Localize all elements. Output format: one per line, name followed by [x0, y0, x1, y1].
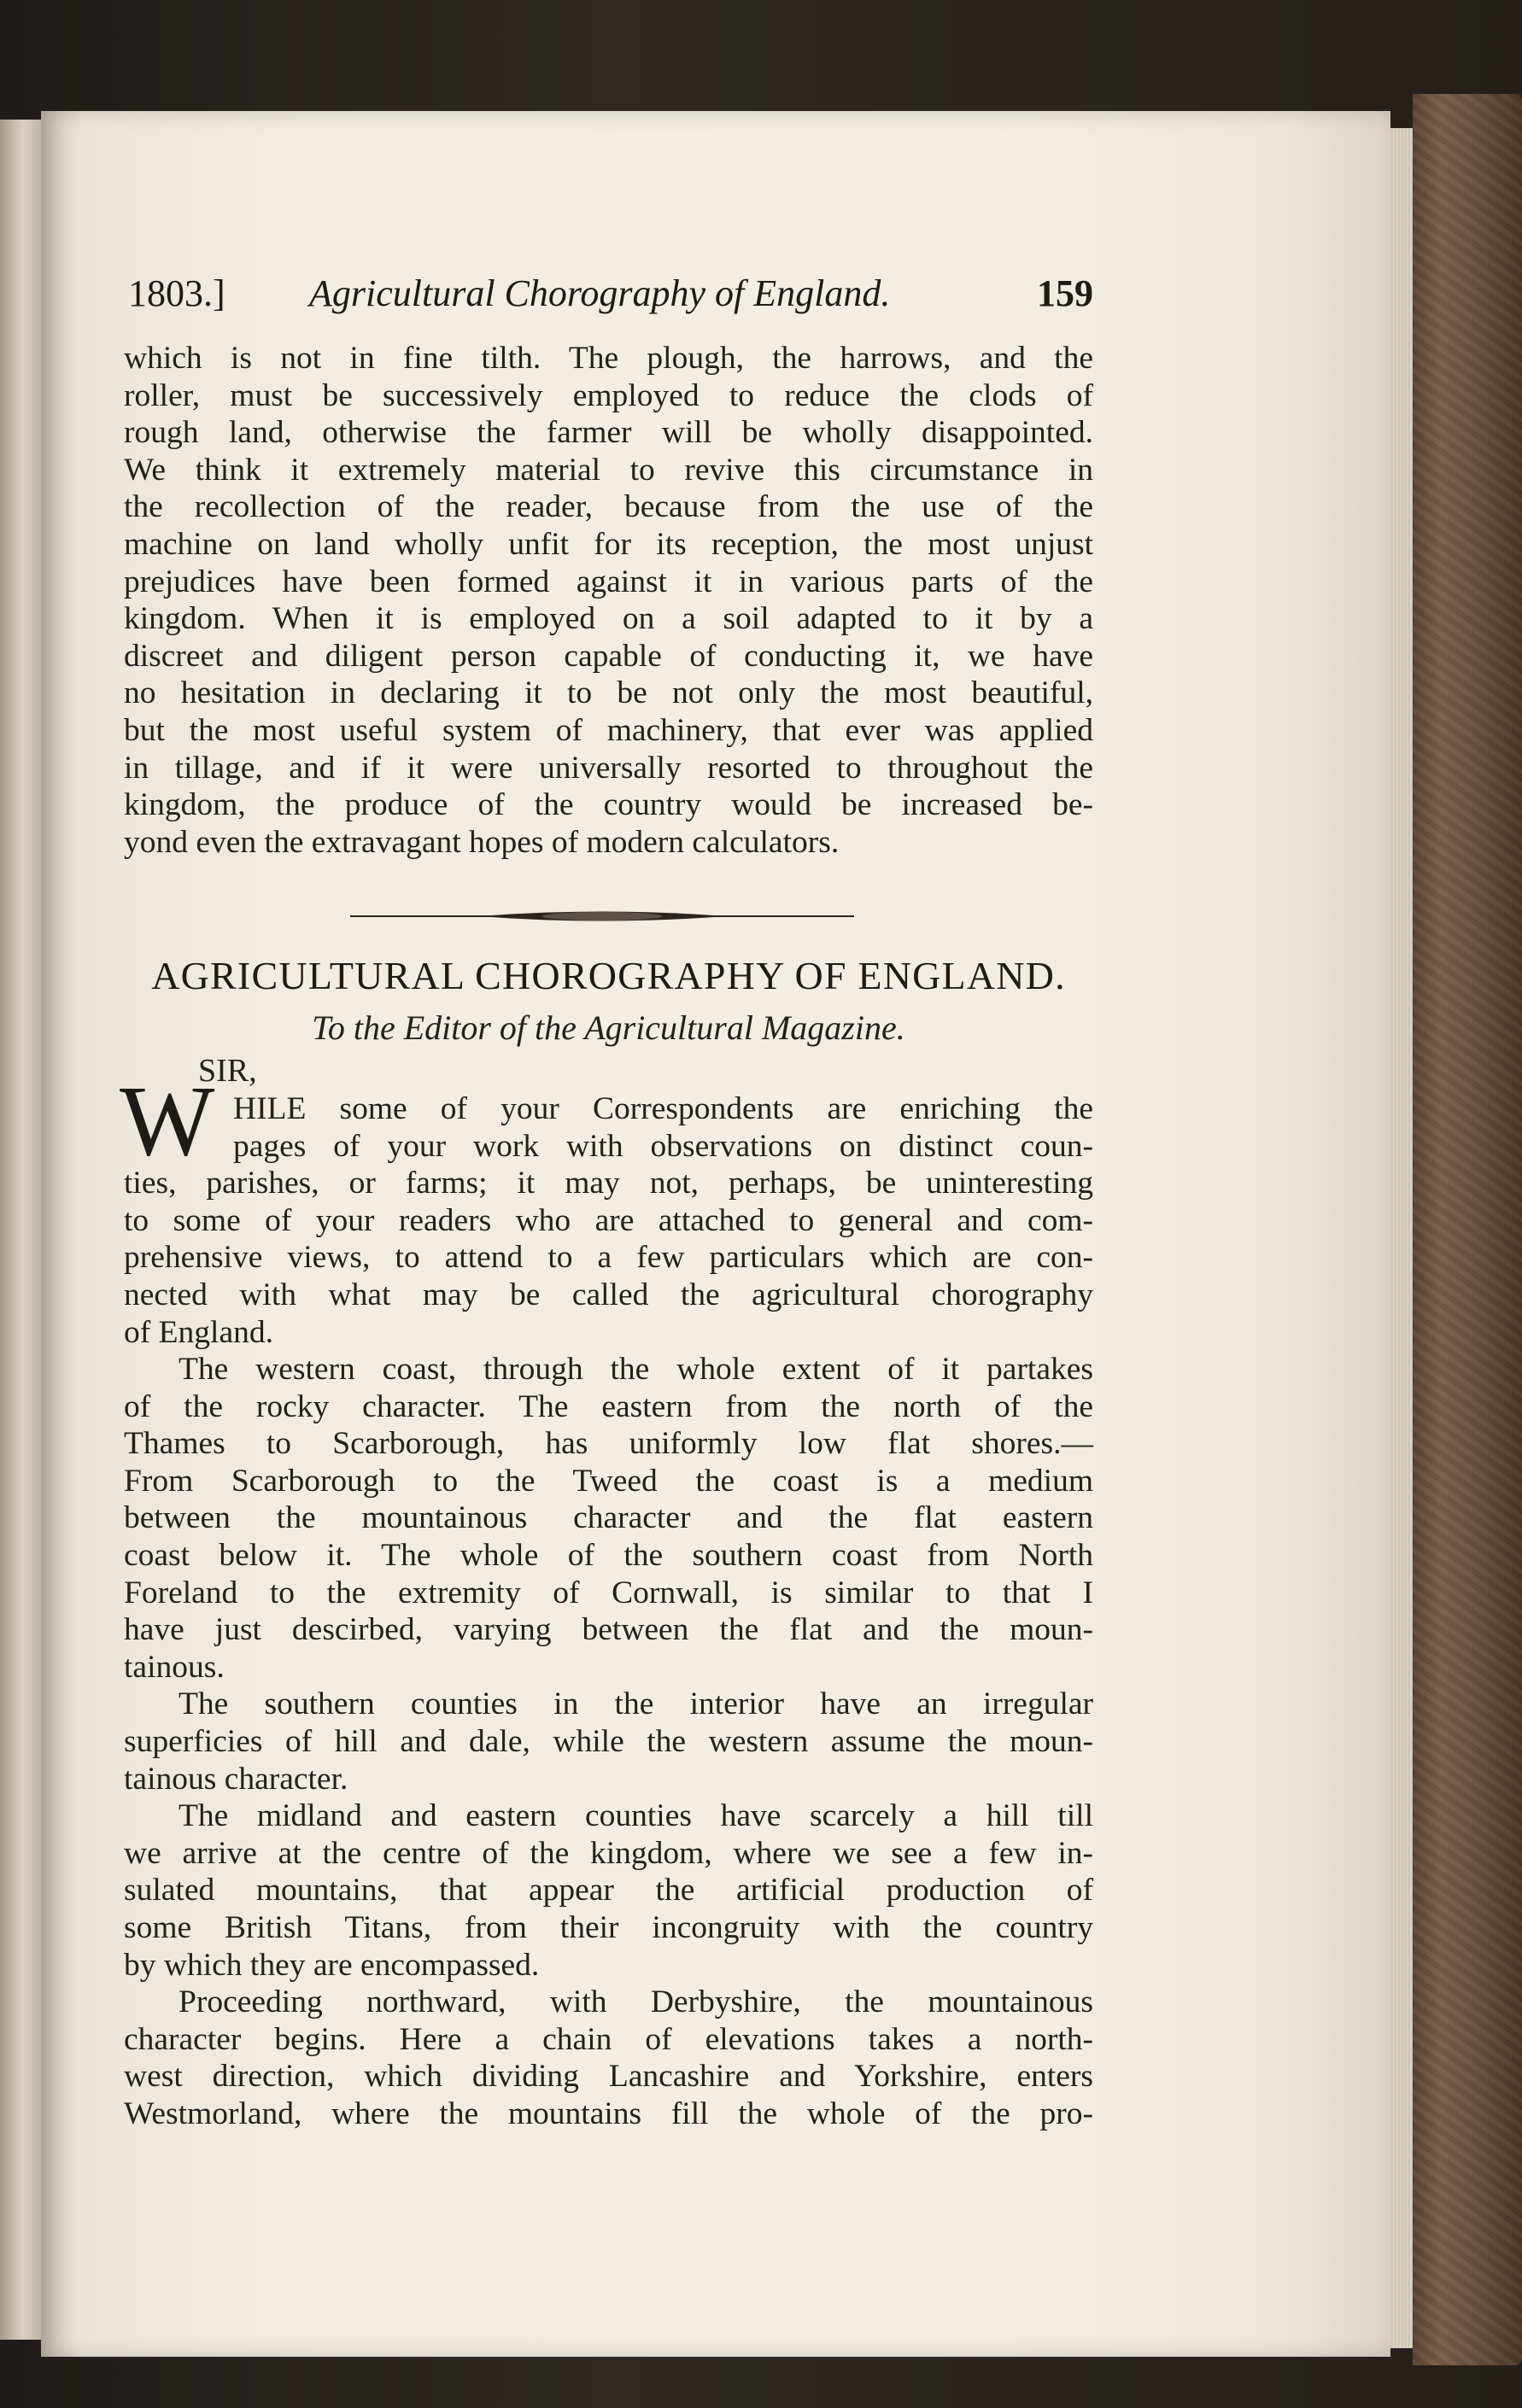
- text-line: rough land, otherwise the farmer will be wholly disappointed.: [124, 415, 1093, 451]
- text-line: superficies of hill and dale, while the western assume the moun-: [124, 1723, 1093, 1759]
- letter-first-paragraph: [124, 1090, 1093, 1351]
- text-line: kingdom. When it is employed on a soil adapted to it by a: [124, 601, 1093, 637]
- left-page-edge: [0, 120, 41, 2340]
- article-address: To the Editor of the Agricultural Magazine.: [312, 1008, 905, 1047]
- text-line: to some of your readers who are attached to general and com-: [124, 1202, 1093, 1238]
- text-line: no hesitation in declaring it to be not only the most beautiful,: [124, 675, 1093, 711]
- text-line: character begins. Here a chain of elevations takes a north-: [124, 2021, 1093, 2057]
- text-line: by which they are encompassed.: [124, 1947, 540, 1983]
- letter-body: [124, 1351, 1093, 2132]
- text-line: tainous.: [124, 1649, 225, 1685]
- text-line: west direction, which dividing Lancashire and Yorkshire, enters: [124, 2059, 1093, 2095]
- ornament-rule: [350, 909, 854, 924]
- text-line: ties, parishes, or farms; it may not, perhaps, be uninteresting: [124, 1166, 1093, 1201]
- text-line: in tillage, and if it were universally resorted to throughout the: [124, 750, 1093, 786]
- text-line: which is not in fine tilth. The plough, the harrows, and the: [124, 341, 1093, 376]
- book-cover: [1413, 94, 1522, 2365]
- running-title: Agricultural Chorography of England.: [309, 272, 891, 314]
- text-line: kingdom, the produce of the country would be increased be-: [124, 787, 1093, 823]
- text-line: have just descirbed, varying between the flat and the moun-: [124, 1612, 1093, 1648]
- text-line: the recollection of the reader, because from the use of the: [124, 489, 1093, 525]
- text-line: tainous character.: [124, 1761, 348, 1797]
- text-line: of the rocky character. The eastern from the north of the: [124, 1388, 1093, 1424]
- text-line: sulated mountains, that appear the artificial production of: [124, 1873, 1093, 1908]
- text-line: The midland and eastern counties have scarcely a hill till: [179, 1798, 1093, 1834]
- text-line: Thames to Scarborough, has uniformly low flat shores.—: [124, 1426, 1093, 1462]
- text-line: Westmorland, where the mountains fill the whole of the pro-: [124, 2095, 1093, 2131]
- drop-cap: W: [120, 1065, 215, 1177]
- text-line: roller, must be successively employed to reduce the clods of: [124, 377, 1093, 413]
- text-line: We think it extremely material to revive this circumstance in: [124, 452, 1093, 488]
- text-line: The southern counties in the interior have an irregular: [179, 1686, 1093, 1722]
- text-line: prehensive views, to attend to a few particulars which are con-: [124, 1240, 1093, 1276]
- text-line: pages of your work with observations on distinct coun-: [233, 1128, 1093, 1164]
- text-line: nected with what may be called the agricultural chorography: [124, 1277, 1093, 1312]
- text-line: From Scarborough to the Tweed the coast is a medium: [124, 1463, 1093, 1499]
- text-line: yond even the extravagant hopes of modern calculators.: [124, 824, 840, 860]
- text-line: prejudices have been formed against it in various parts of the: [124, 564, 1093, 599]
- header-date: 1803.]: [128, 272, 225, 314]
- text-line: Proceeding northward, with Derbyshire, the mountainous: [179, 1984, 1093, 2020]
- text-line: machine on land wholly unfit for its reception, the most unjust: [124, 526, 1093, 562]
- text-line: of England.: [124, 1314, 273, 1350]
- article-title: AGRICULTURAL CHOROGRAPHY OF ENGLAND.: [151, 954, 1066, 997]
- text-line: but the most useful system of machinery, that ever was applied: [124, 712, 1093, 748]
- text-line: coast below it. The whole of the southern coast from North: [124, 1537, 1093, 1573]
- text-line: some British Titans, from their incongruity with the country: [124, 1909, 1093, 1945]
- text-line: discreet and diligent person capable of conducting it, we have: [124, 638, 1093, 674]
- salutation: SIR,: [198, 1053, 257, 1089]
- text-line: we arrive at the centre of the kingdom, where we see a few in-: [124, 1835, 1093, 1871]
- page-stack: [1390, 128, 1413, 2348]
- text-line: between the mountainous character and the flat eastern: [124, 1500, 1093, 1536]
- text-line: The western coast, through the whole extent of it partakes: [179, 1352, 1093, 1387]
- running-header: [128, 272, 1093, 323]
- text-line: HILE some of your Correspondents are enriching the: [233, 1091, 1093, 1126]
- text-line: Foreland to the extremity of Cornwall, is similar to that I: [124, 1575, 1093, 1610]
- top-paragraph: [124, 340, 1093, 861]
- page-number: 159: [1037, 272, 1093, 314]
